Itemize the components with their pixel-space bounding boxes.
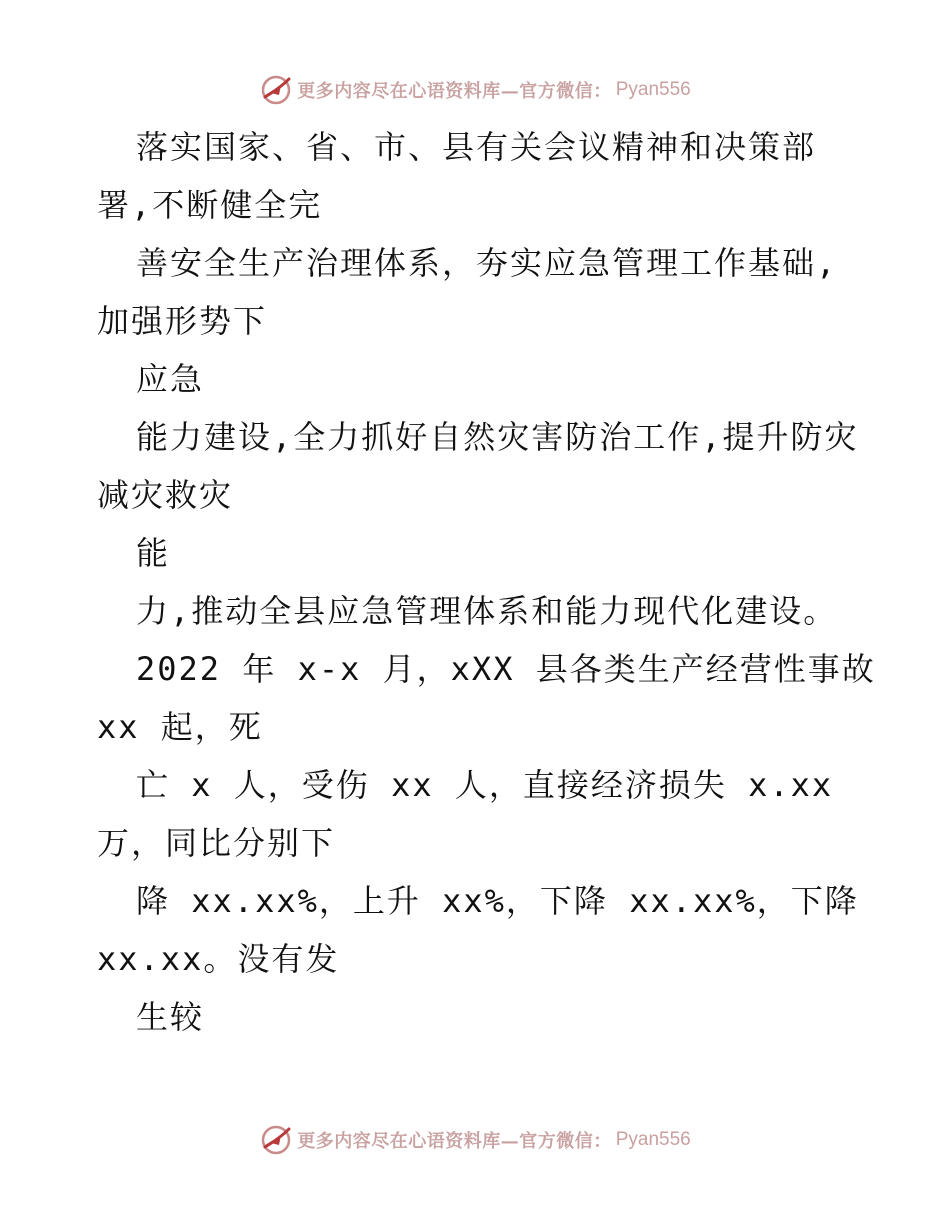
text-line: 万，同比分别下 <box>97 824 336 862</box>
text-line: 署,不断健全完 <box>97 186 323 224</box>
header-watermark <box>0 70 950 110</box>
text-line: 降 xx.xx%，上升 xx%，下降 xx.xx%，下降 <box>136 882 859 920</box>
text-line: 2022 年 x-x 月，xXX 县各类生产经营性事故 <box>136 650 876 688</box>
text-line: 善安全生产治理体系，夯实应急管理工作基础, <box>136 244 838 282</box>
text-line: 能力建设,全力抓好自然灾害防治工作,提升防灾 <box>136 418 859 456</box>
text-line: 亡 x 人，受伤 xx 人，直接经济损失 x.xx <box>136 766 834 804</box>
footer-watermark-id: Pyan556 <box>615 1129 691 1150</box>
pen-logo-icon <box>259 1123 293 1157</box>
footer-watermark-text: 更多内容尽在心语资料库—官方微信： <box>297 1131 612 1152</box>
text-line: 减灾救灾 <box>97 476 234 514</box>
text-line: 能 <box>136 534 171 572</box>
text-line: xx 起，死 <box>97 708 263 746</box>
header-watermark-text: 更多内容尽在心语资料库—官方微信： <box>297 81 612 102</box>
header-watermark-id: Pyan556 <box>615 79 691 100</box>
pen-logo-icon <box>259 73 293 107</box>
text-line: 落实国家、省、市、县有关会议精神和决策部 <box>136 128 817 166</box>
text-line: xx.xx。没有发 <box>97 940 340 978</box>
footer-watermark <box>0 1120 950 1160</box>
text-line: 生较 <box>136 998 205 1036</box>
text-line: 加强形势下 <box>97 302 268 340</box>
document-body <box>0 122 950 1050</box>
text-line: 力,推动全县应急管理体系和能力现代化建设。 <box>136 592 838 630</box>
text-line: 应急 <box>136 360 205 398</box>
